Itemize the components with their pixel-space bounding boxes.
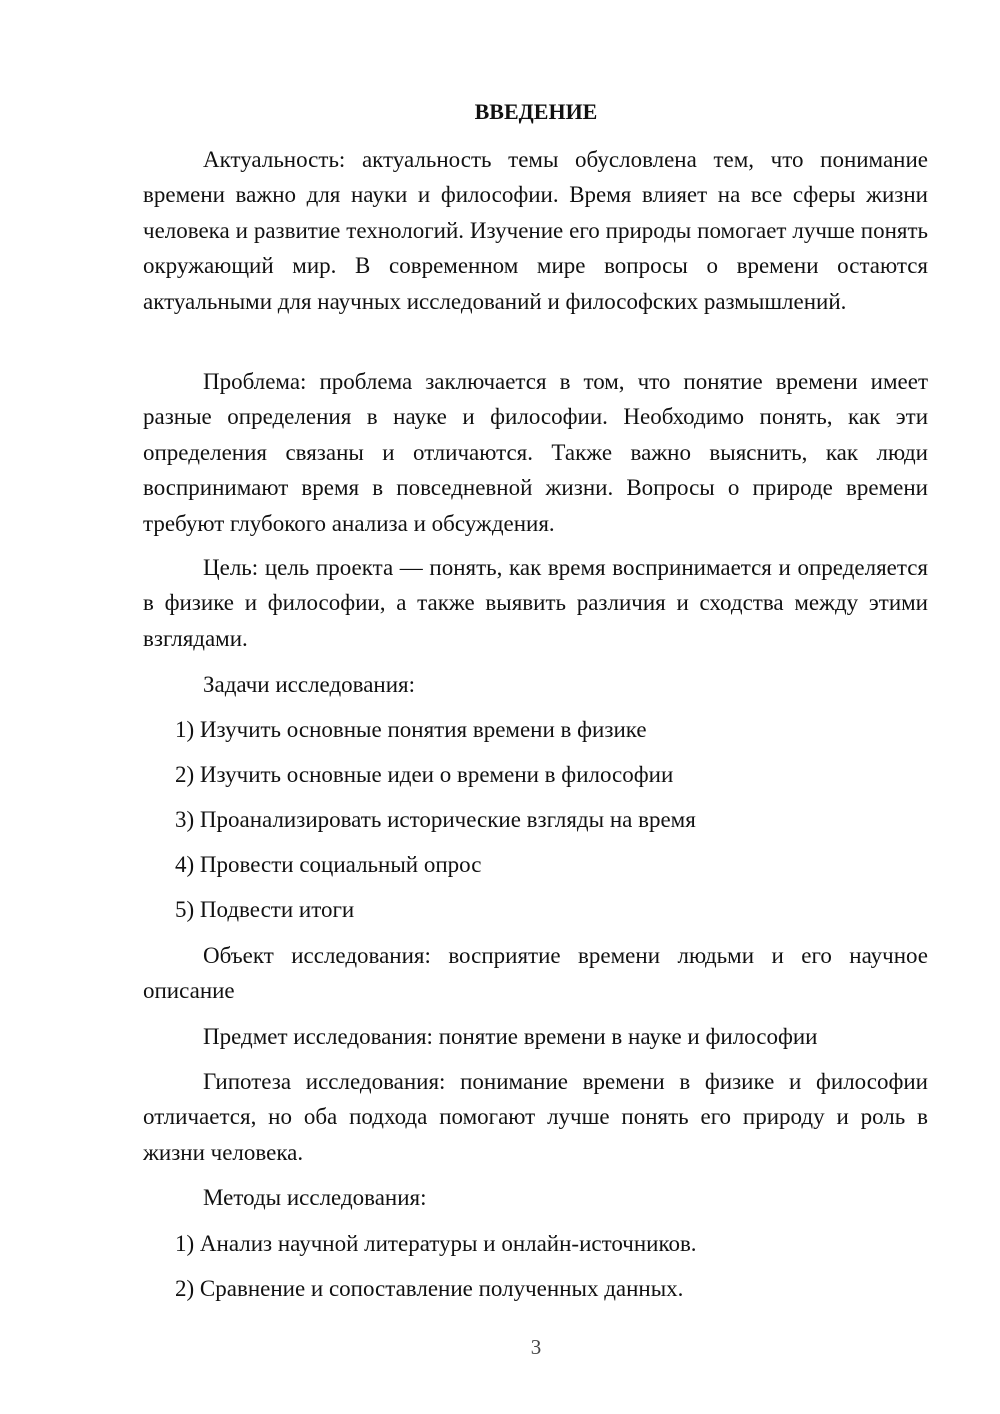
task-item-5: 5) Подвести итоги: [175, 897, 355, 922]
tasks-heading: Задачи исследования:: [203, 672, 416, 697]
subject-paragraph: Предмет исследования: понятие времени в науке и философии: [203, 1024, 818, 1049]
methods-heading: Методы исследования:: [203, 1185, 427, 1210]
page-title: ВВЕДЕНИЕ: [474, 99, 598, 124]
task-item-3: 3) Проанализировать исторические взгляды на время: [175, 807, 696, 832]
goal-paragraph: Цель: цель проекта — понять, как время воспринимается и определяется в физике и философии, а также выявить различия и сходства между этими взглядами.: [143, 555, 928, 651]
task-item-2: 2) Изучить основные идеи о времени в философии: [175, 762, 674, 787]
task-item-4: 4) Провести социальный опрос: [175, 852, 482, 877]
relevance-paragraph: Актуальность: актуальность темы обусловлена тем, что понимание времени важно для науки и философии. Время влияет на все сферы жизни человека и развитие технологий. Изучение его природы помогает лучше понять окружающий мир. В современном мире вопросы о времени остаются актуальными для научных исследований и философских размышлений.: [143, 147, 928, 314]
hypothesis-paragraph: Гипотеза исследования: понимание времени в физике и философии отличается, но оба подхода помогают лучше понять его природу и роль в жизни человека.: [143, 1069, 928, 1165]
problem-paragraph: Проблема: проблема заключается в том, что понятие времени имеет разные определения в науке и философии. Необходимо понять, как эти определения связаны и отличаются. Также важно выяснить, как люди воспринимают время в повседневной жизни. Вопросы о природе времени требуют глубокого анализа и обсуждения.: [143, 369, 928, 536]
page-number: 3: [530, 1335, 542, 1359]
task-item-1: 1) Изучить основные понятия времени в физике: [175, 717, 647, 742]
method-item-1: 1) Анализ научной литературы и онлайн-источников.: [175, 1231, 697, 1256]
object-paragraph: Объект исследования: восприятие времени людьми и его научное описание: [143, 943, 928, 1004]
method-item-2: 2) Сравнение и сопоставление полученных данных.: [175, 1276, 684, 1301]
